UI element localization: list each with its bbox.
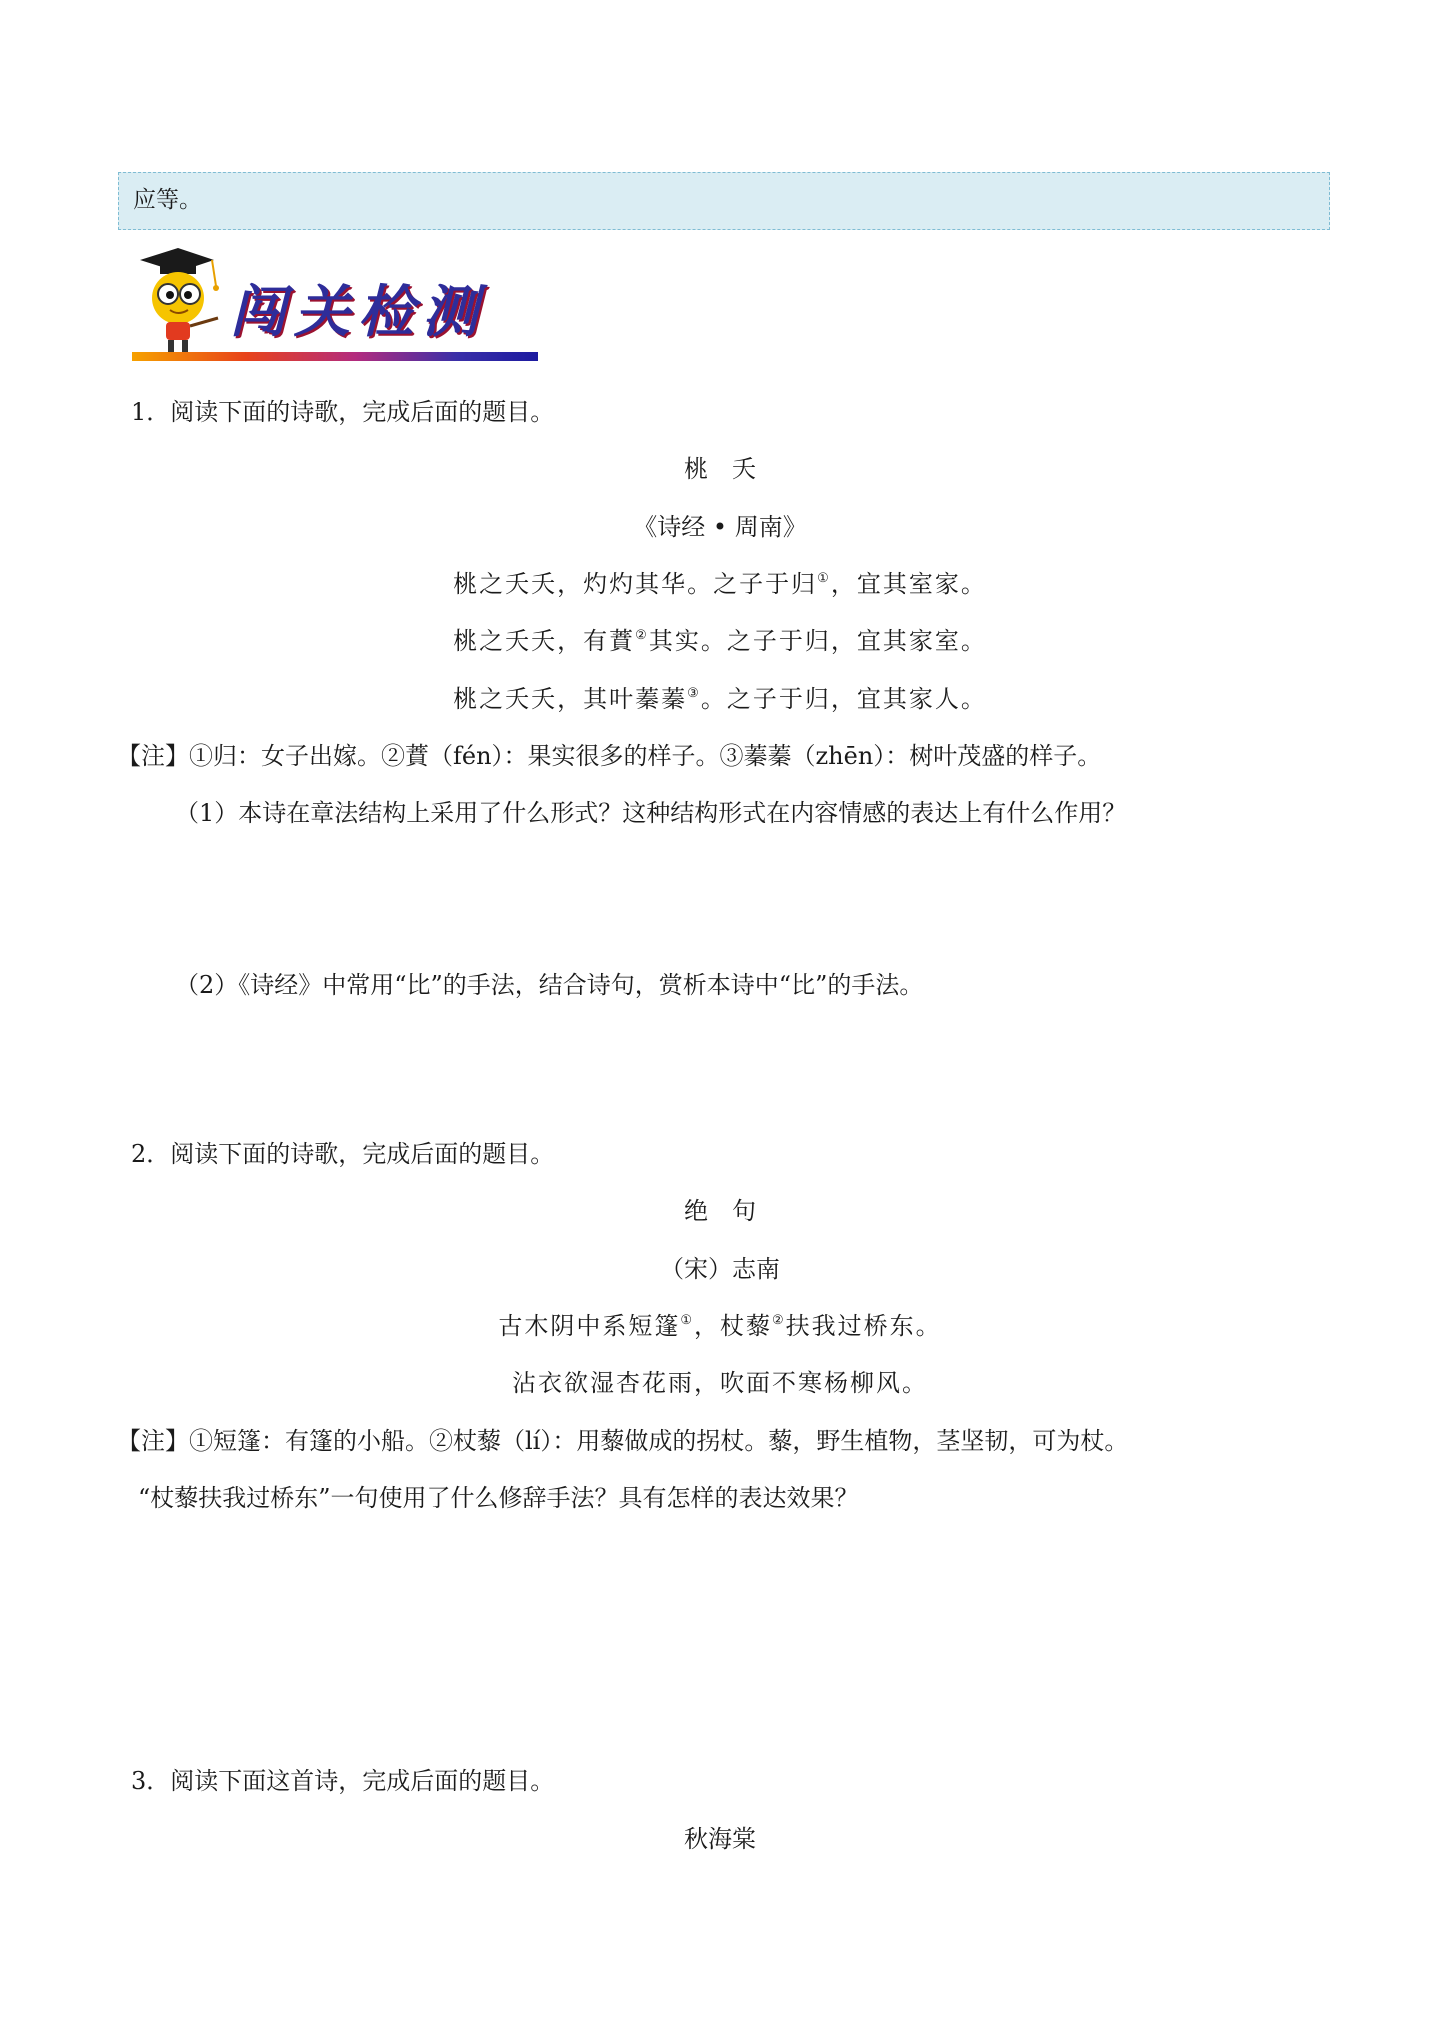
poem-1-line-3: 桃之夭夭，其叶蓁蓁③。之子于归，宜其家人。	[453, 685, 987, 713]
banner-underline	[132, 352, 538, 361]
poem-2-note: 【注】①短篷：有篷的小船。②杖藜（lí）：用藜做成的拐杖。藜，野生植物，茎坚韧，可为杖。	[117, 1427, 1129, 1455]
poem-2-line-1: 古木阴中系短篷①，杖藜②扶我过桥东。	[498, 1312, 942, 1340]
poem-1-source: 《诗经 • 周南》	[633, 513, 807, 541]
tip-box	[118, 172, 1330, 230]
banner-title: 闯关检测	[230, 280, 486, 345]
question-3-prompt: 3．阅读下面这首诗，完成后面的题目。	[131, 1767, 555, 1795]
question-1-prompt: 1．阅读下面的诗歌，完成后面的题目。	[131, 398, 555, 426]
poem-2-title: 绝 句	[684, 1197, 756, 1225]
question-2-text: “杖藜扶我过桥东”一句使用了什么修辞手法？具有怎样的表达效果？	[138, 1484, 859, 1512]
question-1-sub-2: （2）《诗经》中常用“比”的手法，结合诗句，赏析本诗中“比”的手法。	[175, 971, 924, 999]
poem-1-line-1: 桃之夭夭，灼灼其华。之子于归①，宜其室家。	[453, 570, 987, 598]
mascot-scholar-icon	[130, 246, 220, 354]
tip-text: 应等。	[133, 187, 202, 213]
poem-2-line-2: 沾衣欲湿杏花雨，吹面不寒杨柳风。	[512, 1369, 928, 1397]
question-2-prompt: 2．阅读下面的诗歌，完成后面的题目。	[131, 1140, 555, 1168]
poem-1-title: 桃 夭	[684, 455, 756, 483]
poem-2-source: （宋）志南	[660, 1255, 780, 1283]
poem-1-note: 【注】①归：女子出嫁。②蕡（fén）：果实很多的样子。③蓁蓁（zhēn）：树叶茂盛的样子。	[117, 742, 1102, 770]
section-banner	[130, 246, 542, 366]
poem-3-title: 秋海棠	[684, 1825, 756, 1853]
poem-1-line-2: 桃之夭夭，有蕡②其实。之子于归，宜其家室。	[453, 627, 987, 655]
question-1-sub-1: （1）本诗在章法结构上采用了什么形式？这种结构形式在内容情感的表达上有什么作用？	[175, 799, 1127, 827]
